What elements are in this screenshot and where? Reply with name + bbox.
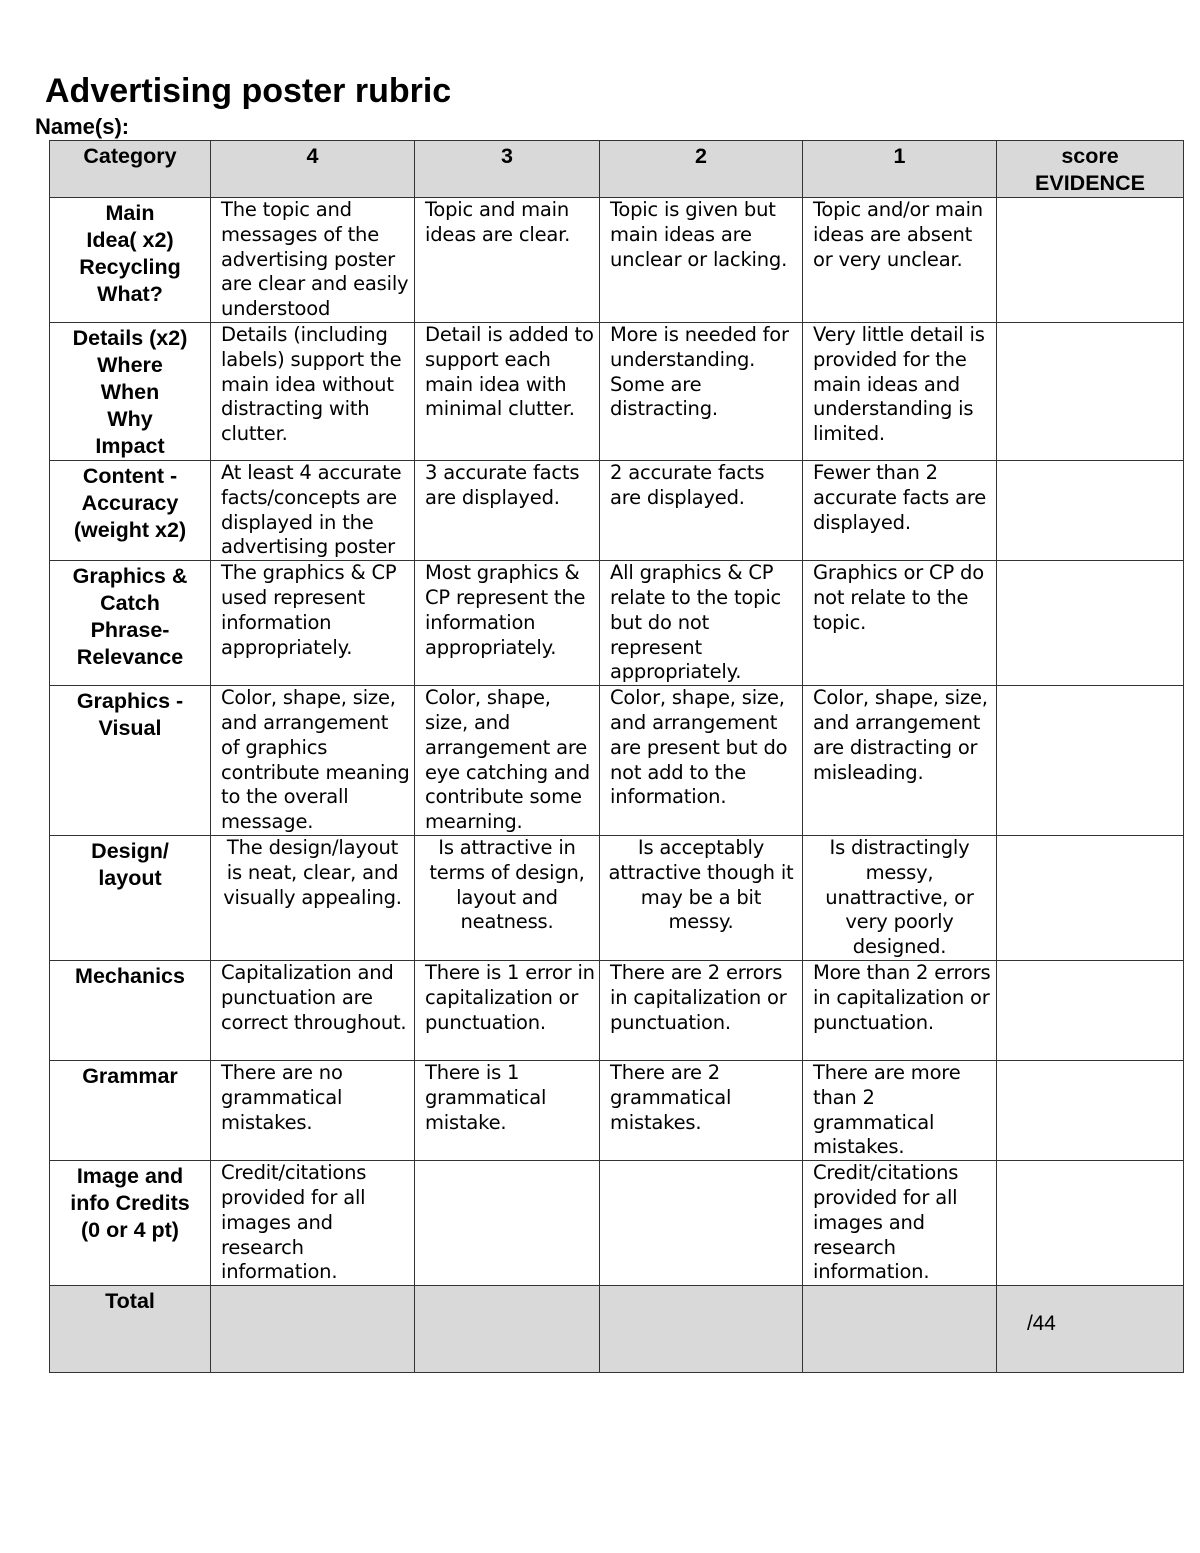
level-2-cell: Color, shape, size, and arrangement are present but do not add to the information. xyxy=(600,686,803,836)
score-evidence-cell xyxy=(997,835,1184,960)
level-1-cell: Is distractingly messy, unattractive, or very poorly designed. xyxy=(803,835,997,960)
level-3-cell: Is attractive in terms of design, layout and neatness. xyxy=(415,835,600,960)
level-1-cell: There are more than 2 grammatical mistakes. xyxy=(803,1060,997,1160)
header-score-4: 4 xyxy=(211,141,415,198)
total-label: Total xyxy=(50,1286,211,1373)
level-4-cell: The graphics & CP used represent information appropriately. xyxy=(211,561,415,686)
total-empty-cell xyxy=(211,1286,415,1373)
level-3-cell: Most graphics & CP represent the information appropriately. xyxy=(415,561,600,686)
level-1-cell: Color, shape, size, and arrangement are distracting or misleading. xyxy=(803,686,997,836)
total-empty-cell xyxy=(415,1286,600,1373)
page-title: Advertising poster rubric xyxy=(45,72,452,110)
level-4-cell: The design/layout is neat, clear, and visually appealing. xyxy=(211,835,415,960)
score-evidence-cell xyxy=(997,561,1184,686)
rubric-row xyxy=(50,561,1184,686)
names-label: Name(s): xyxy=(35,114,130,139)
category-cell: Graphics & Catch Phrase- Relevance xyxy=(50,561,211,686)
score-evidence-cell xyxy=(997,1060,1184,1160)
level-2-cell: More is needed for understanding. Some are distracting. xyxy=(600,323,803,461)
score-evidence-cell xyxy=(997,198,1184,323)
rubric-row xyxy=(50,323,1184,461)
category-cell: Main Idea( x2) Recycling What? xyxy=(50,198,211,323)
header-score-3: 3 xyxy=(415,141,600,198)
rubric-row xyxy=(50,835,1184,960)
level-1-cell: Very little detail is provided for the main ideas and understanding is limited. xyxy=(803,323,997,461)
score-evidence-cell xyxy=(997,461,1184,561)
level-3-cell: Topic and main ideas are clear. xyxy=(415,198,600,323)
level-3-cell: 3 accurate facts are displayed. xyxy=(415,461,600,561)
score-evidence-cell xyxy=(997,686,1184,836)
total-score-cell xyxy=(997,1286,1184,1373)
level-4-cell: There are no grammatical mistakes. xyxy=(211,1060,415,1160)
level-2-cell xyxy=(600,1161,803,1286)
total-empty-cell xyxy=(600,1286,803,1373)
total-score: /44 xyxy=(1027,1312,1056,1336)
header-score-1: 1 xyxy=(803,141,997,198)
category-cell: Content - Accuracy (weight x2) xyxy=(50,461,211,561)
level-3-cell: There is 1 error in capitalization or punctuation. xyxy=(415,960,600,1060)
level-1-cell: Credit/citations provided for all images and research information. xyxy=(803,1161,997,1286)
level-2-cell: There are 2 errors in capitalization or punctuation. xyxy=(600,960,803,1060)
level-1-cell: Topic and/or main ideas are absent or very unclear. xyxy=(803,198,997,323)
level-3-cell xyxy=(415,1161,600,1286)
rubric-row xyxy=(50,960,1184,1060)
rubric-table xyxy=(49,140,1184,1373)
level-2-cell: There are 2 grammatical mistakes. xyxy=(600,1060,803,1160)
level-2-cell: 2 accurate facts are displayed. xyxy=(600,461,803,561)
level-3-cell: Detail is added to support each main idea with minimal clutter. xyxy=(415,323,600,461)
header-score-evidence: score EVIDENCE xyxy=(997,141,1184,198)
rubric-row xyxy=(50,1161,1184,1286)
score-evidence-cell xyxy=(997,960,1184,1060)
category-cell: Graphics - Visual xyxy=(50,686,211,836)
total-row xyxy=(50,1286,1184,1373)
level-2-cell: All graphics & CP relate to the topic but do not represent appropriately. xyxy=(600,561,803,686)
category-cell: Mechanics xyxy=(50,960,211,1060)
rubric-row xyxy=(50,198,1184,323)
level-4-cell: Credit/citations provided for all images and research information. xyxy=(211,1161,415,1286)
rubric-row xyxy=(50,1060,1184,1160)
category-cell: Grammar xyxy=(50,1060,211,1160)
level-3-cell: There is 1 grammatical mistake. xyxy=(415,1060,600,1160)
category-cell: Image and info Credits (0 or 4 pt) xyxy=(50,1161,211,1286)
rubric-row xyxy=(50,686,1184,836)
level-4-cell: Details (including labels) support the main idea without distracting with clutter. xyxy=(211,323,415,461)
level-2-cell: Is acceptably attractive though it may be a bit messy. xyxy=(600,835,803,960)
header-row xyxy=(50,141,1184,198)
level-2-cell: Topic is given but main ideas are unclear or lacking. xyxy=(600,198,803,323)
level-4-cell: At least 4 accurate facts/concepts are displayed in the advertising poster xyxy=(211,461,415,561)
header-category: Category xyxy=(50,141,211,198)
level-1-cell: More than 2 errors in capitalization or punctuation. xyxy=(803,960,997,1060)
category-cell: Details (x2) Where When Why Impact xyxy=(50,323,211,461)
score-evidence-cell xyxy=(997,323,1184,461)
score-evidence-cell xyxy=(997,1161,1184,1286)
level-3-cell: Color, shape, size, and arrangement are eye catching and contribute some mearning. xyxy=(415,686,600,836)
level-4-cell: Capitalization and punctuation are correct throughout. xyxy=(211,960,415,1060)
level-1-cell: Fewer than 2 accurate facts are displayed. xyxy=(803,461,997,561)
level-4-cell: Color, shape, size, and arrangement of graphics contribute meaning to the overall message. xyxy=(211,686,415,836)
level-4-cell: The topic and messages of the advertising poster are clear and easily understood xyxy=(211,198,415,323)
level-1-cell: Graphics or CP do not relate to the topic. xyxy=(803,561,997,686)
header-score-2: 2 xyxy=(600,141,803,198)
rubric-row xyxy=(50,461,1184,561)
total-empty-cell xyxy=(803,1286,997,1373)
category-cell: Design/ layout xyxy=(50,835,211,960)
